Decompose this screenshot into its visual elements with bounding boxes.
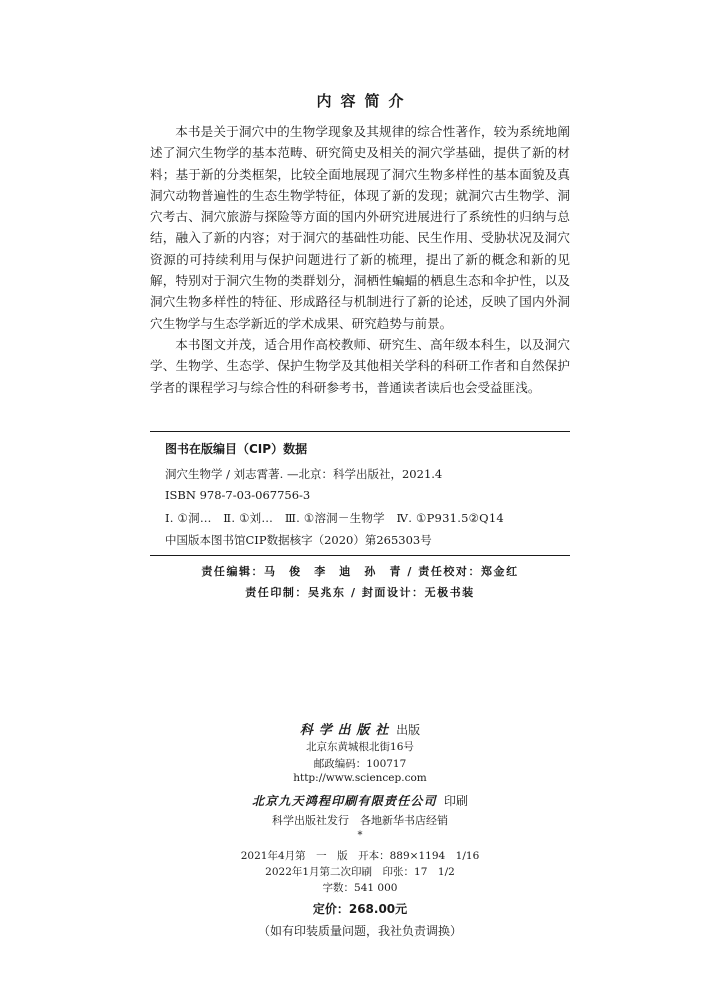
cip-classification: Ⅰ. ①洞… Ⅱ. ①刘… Ⅲ. ①溶洞－生物学 Ⅳ. ①P931.5②Q14 [165,511,504,525]
word-count: 字数：541 000 [322,882,398,894]
summary-paragraph-1: 本书是关于洞穴中的生物学现象及其规律的综合性著作，较为系统地阐述了洞穴生物学的基本范畴、研究简史及相关的洞穴学基础，提供了新的材料；基于新的分类框架，比较全面地展现了洞穴生物多样性的基本面貌及真洞穴动物普遍性的生态生物学特征，体现了新的发现；就洞穴古生物学、洞穴考古、洞穴旅游与探险等方面的国内外研究进展进行了系统性的归纳与总结，融入了新的内容；对于洞穴的基础性功能、民生作用、受胁状况及洞穴资源的可持续利用与保护问题进行了新的梳理，提出了新的概念和新的见解，特别对于洞穴生物的类群划分，洞栖性蝙蝠的栖息生态和伞护性，以及洞穴生物多样性的特征、形成路径与机制进行了新的论述，反映了国内外洞穴生物学与生态学新近的学术成果、研究趋势与前景。 [150,124,570,331]
summary-paragraph-2: 本书图文并茂，适合用作高校教师、研究生、高年级本科生，以及洞穴学、生物学、生态学、保护生物学及其他相关学科的科研工作者和自然保护学者的课程学习与综合性的科研参考书，普通读者读后也会受益匪浅。 [150,336,570,395]
printer-suffix: 印刷 [443,794,468,808]
credits-production: 责任印制：吴兆东 / 封面设计：无极书装 [245,586,475,599]
cip-top-rule [150,431,570,432]
distribution-line: 科学出版社发行 各地新华书店经销 [272,814,448,827]
cip-isbn: ISBN 978-7-03-067756-3 [165,488,311,502]
printer-name: 北京九天鸿程印刷有限责任公司 [252,794,437,808]
summary-body [150,121,570,398]
cip-verification: 中国版本图书馆CIP数据核字（2020）第265303号 [165,533,432,547]
credits-editors: 责任编辑：马 俊 李 迪 孙 青 / 责任校对：郑金红 [201,565,519,578]
publisher-name: 科学出版社 [299,723,395,738]
edition-line: 2021年4月第 一 版 开本：889×1194 1/16 [240,850,480,862]
printer-line [0,790,720,809]
cip-heading: 图书在版编目（CIP）数据 [165,442,308,456]
printing-line: 2022年1月第二次印刷 印张：17 1/2 [265,866,455,878]
summary-title: 内容简介 [316,92,413,110]
publisher-website: http://www.sciencep.com [293,772,427,784]
cip-bottom-rule [150,555,570,556]
price: 定价：268.00元 [312,902,408,916]
quality-notice: （如有印装质量问题，我社负责调换） [257,924,462,938]
publisher-address: 北京东黄城根北街16号 [306,741,414,753]
separator-asterisk: * [357,830,363,841]
cip-title-line: 洞穴生物学 / 刘志霄著. —北京：科学出版社，2021.4 [165,467,443,481]
publisher-suffix: 出版 [396,723,421,737]
publisher-postcode: 邮政编码：100717 [313,758,407,770]
publisher-line [0,719,720,738]
